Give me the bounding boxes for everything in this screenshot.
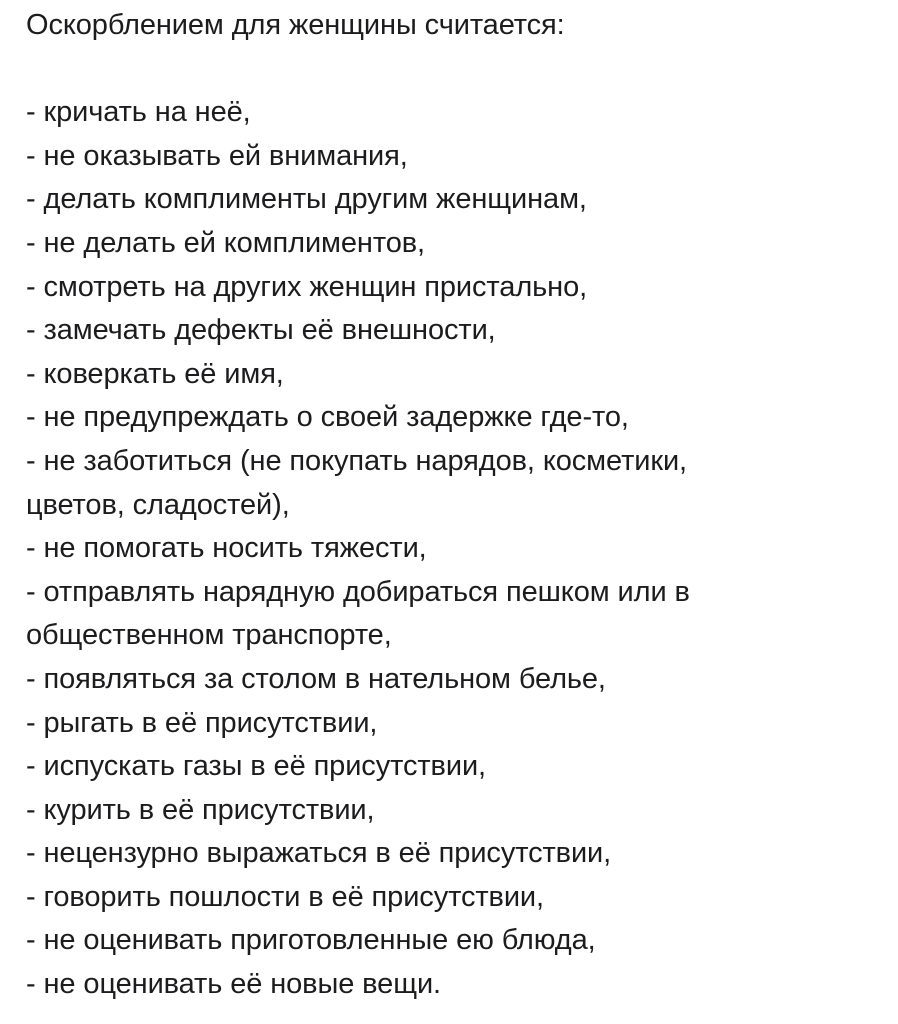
list-item: - делать комплименты другим женщинам,: [26, 183, 587, 216]
list-item: - не предупреждать о своей задержке где-то,: [26, 401, 629, 434]
blank-line: [26, 48, 886, 92]
list-item: - отправлять нарядную добираться пешком или в: [26, 575, 690, 608]
list-item: - испускать газы в её присутствии,: [26, 750, 487, 783]
list-item: - коверкать её имя,: [26, 357, 284, 390]
document-text: [26, 4, 886, 1007]
list-item: - рыгать в её присутствии,: [26, 706, 378, 739]
list-item-continuation: общественном транспорте,: [26, 619, 392, 652]
list-item: - не оценивать её новые вещи.: [26, 968, 442, 1001]
list-item: - смотреть на других женщин пристально,: [26, 270, 588, 303]
list-item: - кричать на неё,: [26, 96, 251, 129]
insult-list: [26, 91, 886, 1006]
list-item: - не делать ей комплиментов,: [26, 226, 425, 259]
document-title: Оскорблением для женщины считается:: [26, 9, 565, 41]
list-item: - нецензурно выражаться в её присутствии,: [26, 837, 612, 870]
list-item-continuation: цветов, сладостей),: [26, 488, 290, 521]
list-item: - не заботиться (не покупать нарядов, косметики,: [26, 444, 688, 477]
list-item: - замечать дефекты её внешности,: [26, 314, 496, 347]
list-item: - появляться за столом в нательном белье,: [26, 662, 606, 695]
list-item: - говорить пошлости в её присутствии,: [26, 880, 544, 913]
list-item: - не помогать носить тяжести,: [26, 532, 427, 565]
list-item: - не оценивать приготовленные ею блюда,: [26, 924, 596, 957]
list-item: - курить в её присутствии,: [26, 793, 375, 826]
list-item: - не оказывать ей внимания,: [26, 139, 408, 172]
